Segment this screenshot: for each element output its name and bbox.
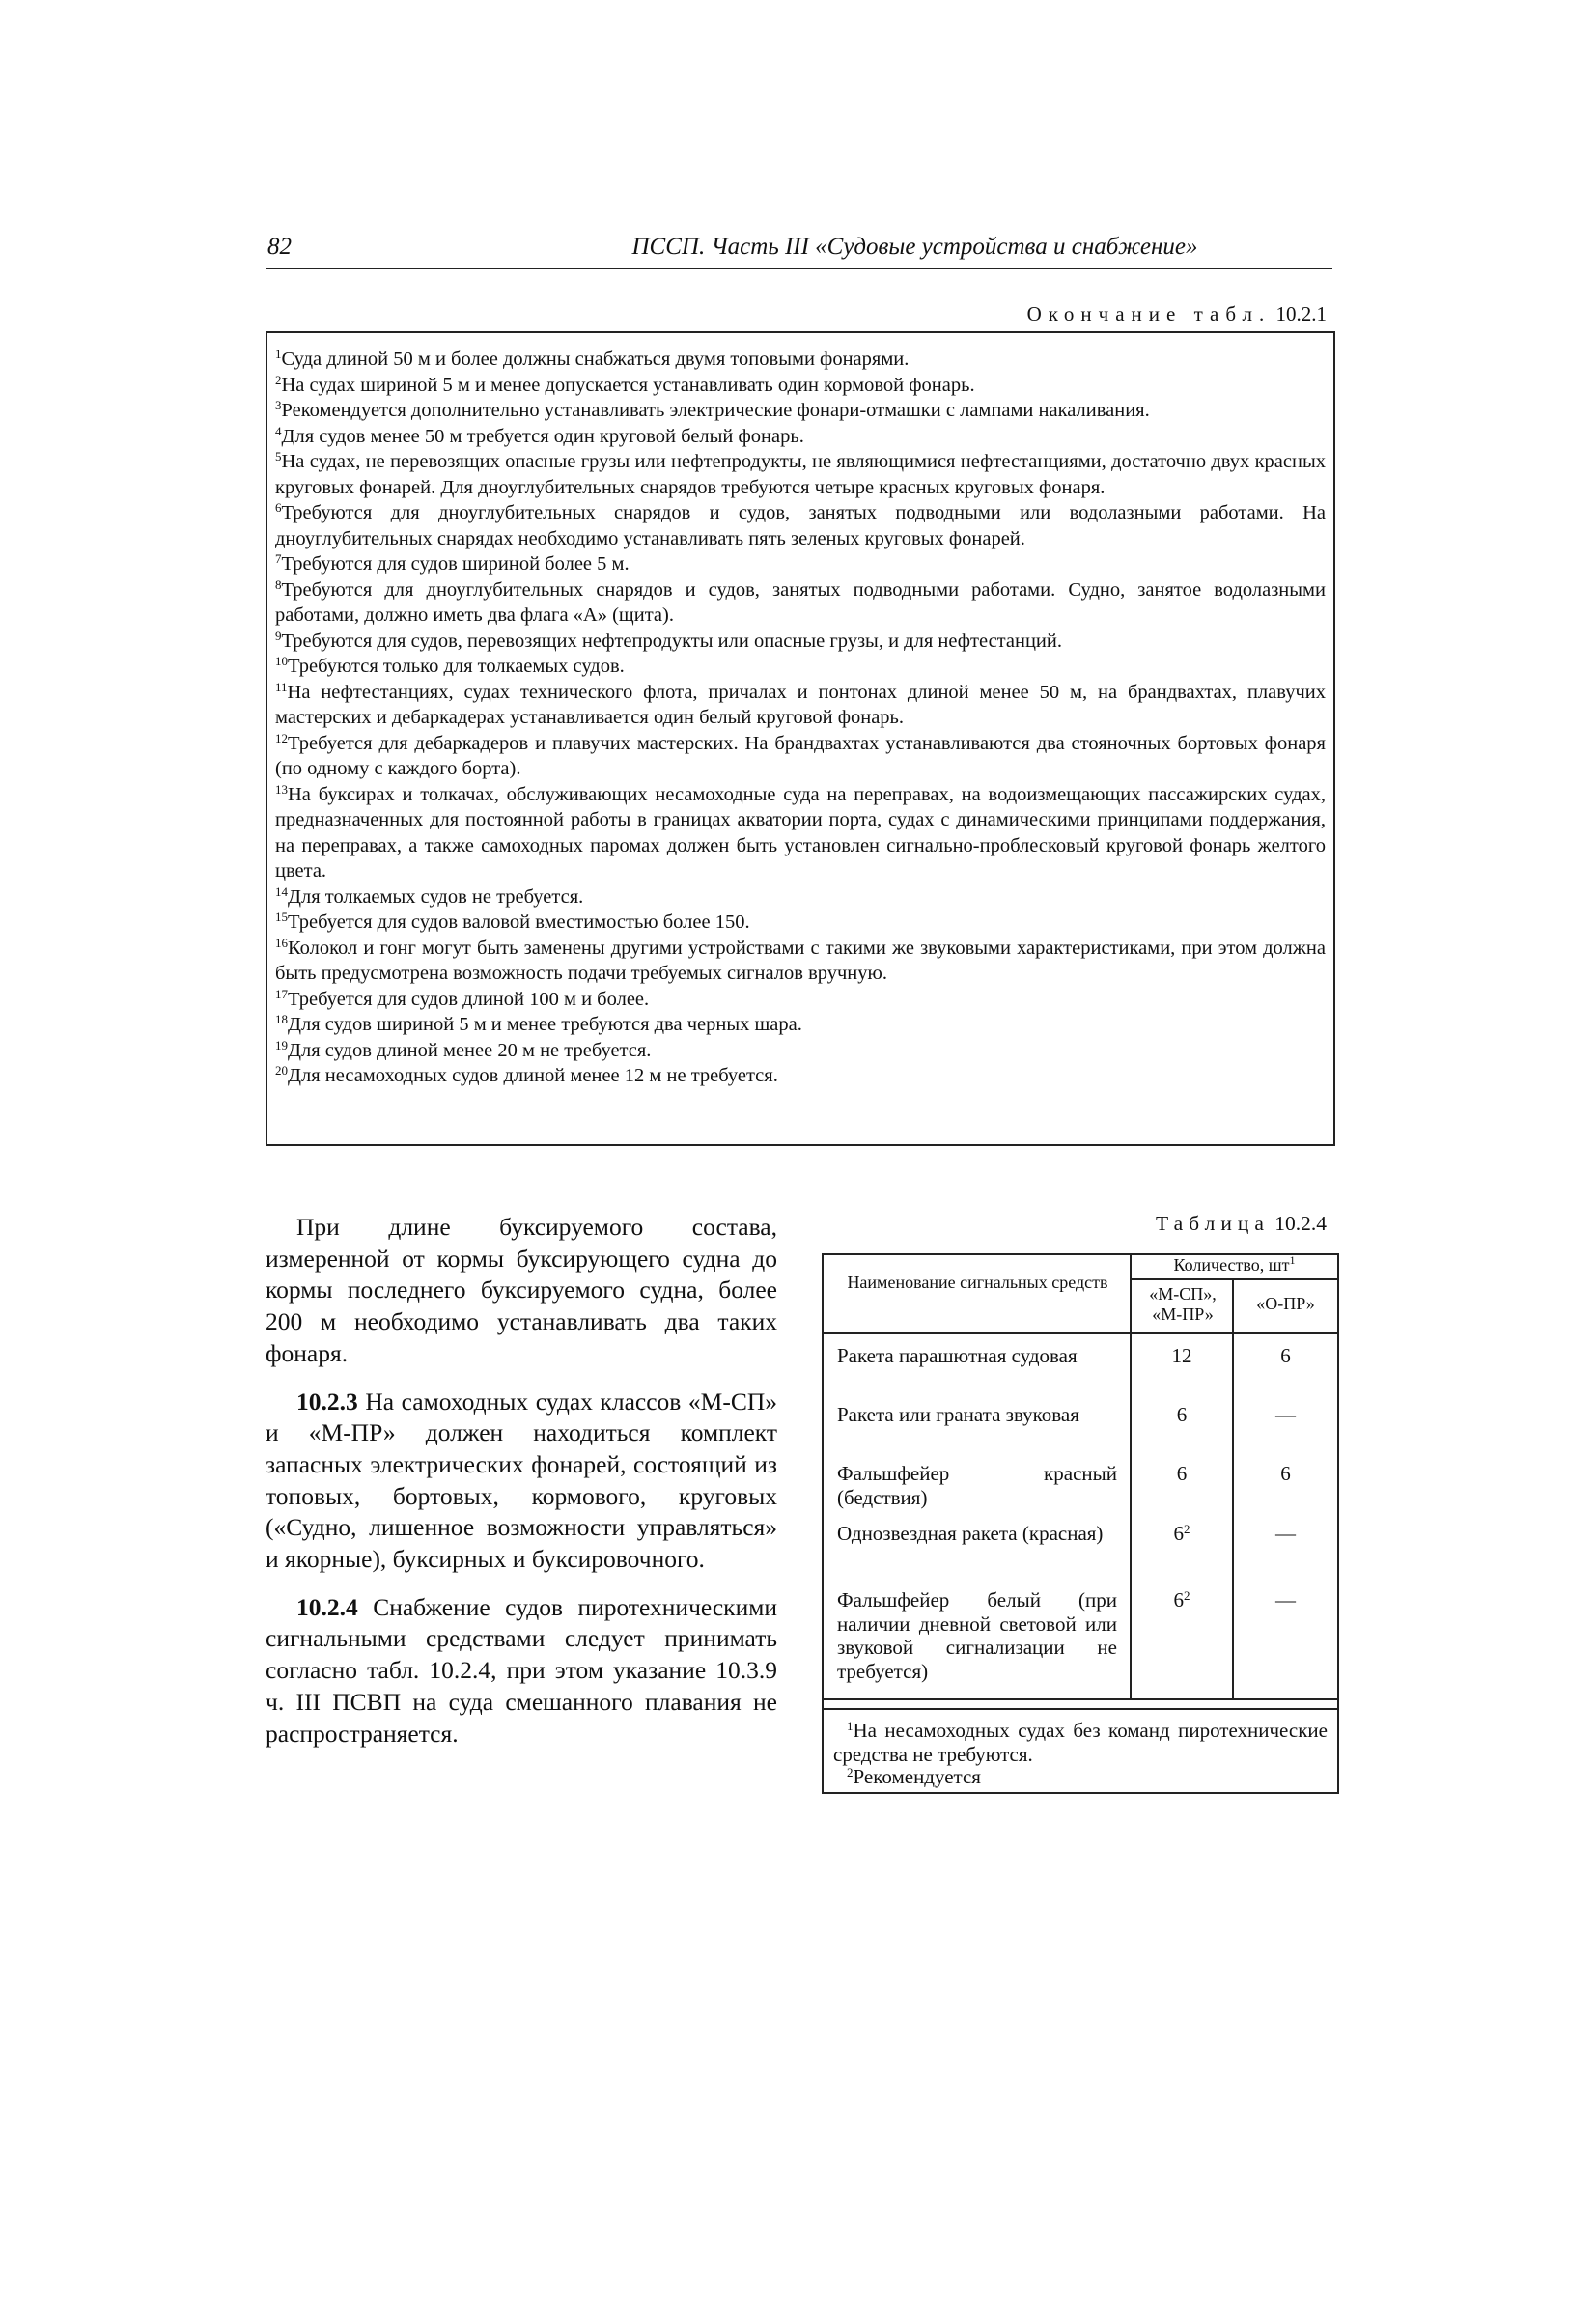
footnote-mark: 1 — [847, 1719, 854, 1733]
section-number: 10.2.3 — [296, 1387, 358, 1416]
footnote-text: Для толкаемых судов не требуется. — [288, 885, 584, 908]
footnote-9 — [275, 629, 1326, 655]
row-qty-opr: 6 — [1280, 1462, 1291, 1485]
footnote-mark: 6 — [275, 500, 282, 515]
footnote-19 — [275, 1038, 1326, 1064]
table-10-2-1-footnotes — [266, 331, 1335, 1146]
body-text — [266, 1212, 777, 1766]
footnote-text: Требуются для судов, перевозящих нефтепродукты или опасные грузы, и для нефтестанций. — [281, 630, 1062, 652]
footnote-text: На буксирах и толкачах, обслуживающих несамоходные суда на переправах, на водоизмещающих пассажирских судах, предназначенных для постоянной работы в границах акватории порта, судах с динамическими принципами поддержания, на переправах, а также самоходных паромах должен быть установлен сигнально-проблесковый круговой фонарь желтого цвета. — [275, 783, 1326, 882]
footnote-mark: 14 — [275, 883, 288, 899]
header-quantity-label: Количество, шт — [1173, 1255, 1290, 1275]
footnote-text: Требуются для дноуглубительных снарядов и судов, занятых подводными работами. Судно, занятое водолазными работами, должно иметь два флага «А» (щита). — [275, 578, 1326, 626]
row-signal-name: Ракета или граната звуковая — [837, 1403, 1079, 1426]
row-qty-msp-mpr — [1132, 1344, 1232, 1368]
qty-value: 12 — [1171, 1344, 1192, 1367]
footnote-text: Рекомендуется дополнительно устанавливать электрические фонари-отмашки с лампами накаливания. — [281, 400, 1150, 421]
table-footnote-1 — [833, 1719, 1328, 1766]
qty-footnote-mark: 2 — [1184, 1522, 1190, 1536]
footnote-text: Для судов шириной 5 м и менее требуются два черных шара. — [288, 1014, 802, 1035]
running-header — [266, 234, 1332, 269]
footnote-mark: 4 — [275, 423, 282, 438]
row-qty-msp-mpr — [1132, 1403, 1232, 1427]
footnote-text: Требуются только для толкаемых судов. — [288, 656, 625, 677]
table-col-divider-2 — [1232, 1279, 1234, 1700]
footnote-2 — [275, 373, 1326, 399]
running-title: ПССП. Часть III «Судовые устройства и снабжение» — [631, 234, 1198, 260]
row-qty-msp-mpr — [1132, 1588, 1232, 1612]
footnote-6 — [275, 500, 1326, 551]
footnote-mark: 13 — [275, 781, 288, 797]
table-border-right — [1337, 1253, 1339, 1794]
header-quantity — [1132, 1255, 1337, 1276]
qty-value: 6 — [1173, 1522, 1184, 1545]
row-qty-msp-mpr — [1132, 1462, 1232, 1486]
footnote-text: Суда длиной 50 м и более должны снабжаться двумя топовыми фонарями. — [281, 349, 910, 370]
table-footnote-2 — [833, 1765, 1328, 1789]
footnote-text: Требуется для дебаркадеров и плавучих мастерских. На брандвахтах устанавливаются два стояночных бортовых фонаря (по одному с каждого борта). — [275, 732, 1326, 779]
table-caption — [1156, 1212, 1327, 1236]
footnote-text: Для судов длиной менее 20 м не требуется. — [288, 1039, 652, 1061]
qty-footnote-mark: 2 — [1184, 1588, 1190, 1603]
footnote-text: Для несамоходных судов длиной менее 12 м не требуется. — [288, 1065, 778, 1086]
table-caption-number: 10.2.4 — [1274, 1212, 1327, 1235]
qty-value: 6 — [1176, 1403, 1188, 1426]
header-signal-means: Наименование сигнальных средств — [847, 1273, 1108, 1292]
qty-value: 6 — [1176, 1462, 1188, 1485]
row-qty-opr: — — [1275, 1522, 1296, 1545]
paragraph-10-2-3 — [266, 1387, 777, 1576]
footnote-mark: 16 — [275, 935, 288, 950]
footnote-17 — [275, 987, 1326, 1013]
table-footnote-divider — [822, 1708, 1339, 1710]
footnote-text: Требуется для судов валовой вместимостью более 150. — [288, 911, 750, 933]
footnote-14 — [275, 884, 1326, 911]
footnote-7 — [275, 551, 1326, 577]
footnote-11 — [275, 680, 1326, 731]
footnote-mark: 9 — [275, 628, 282, 643]
paragraph-10-2-4 — [266, 1592, 777, 1751]
footnote-5 — [275, 449, 1326, 500]
row-signal-name: Фальшфейер красный (бедствия) — [837, 1462, 1117, 1509]
footnote-text: Требуются для дноуглубительных снарядов и судов, занятых подводными или водолазными работами. На дноуглубительных снарядах необходимо устанавливать пять зеленых круговых фонарей. — [275, 502, 1326, 549]
paragraph-towed-train: При длине буксируемого состава, измеренной от кормы буксирующего судна до кормы последнего буксируемого судна, более 200 м необходимо устанавливать два таких фонаря. — [266, 1213, 777, 1367]
pyrotechnic-signals-table — [822, 1253, 1339, 2299]
footnote-mark: 10 — [275, 654, 288, 668]
row-qty-opr: — — [1275, 1403, 1296, 1426]
header-quantity-footnote-mark: 1 — [1289, 1253, 1296, 1267]
table-caption-label: Таблица — [1156, 1212, 1270, 1235]
footnote-4 — [275, 424, 1326, 450]
footnote-mark: 7 — [275, 551, 282, 566]
footnote-12 — [275, 731, 1326, 782]
footnote-18 — [275, 1012, 1326, 1038]
footnote-text: Колокол и гонг могут быть заменены другими устройствами с такими же звуковыми характеристиками, при этом должна быть предусмотрена возможность подачи требуемых сигналов вручную. — [275, 937, 1326, 984]
footnote-mark: 5 — [275, 449, 282, 463]
row-qty-opr: — — [1275, 1588, 1296, 1612]
section-number: 10.2.4 — [296, 1592, 358, 1621]
footnote-text: Требуется для судов длиной 100 м и более. — [288, 988, 650, 1010]
continuation-table-number: 10.2.1 — [1275, 302, 1327, 325]
footnote-1 — [275, 347, 1326, 373]
row-signal-name: Ракета парашютная судовая — [837, 1344, 1078, 1367]
table-subheader-divider — [1131, 1278, 1339, 1280]
footnote-mark: 12 — [275, 730, 288, 745]
footnote-mark: 1 — [275, 347, 282, 361]
footnote-text: Для судов менее 50 м требуется один круговой белый фонарь. — [281, 425, 804, 447]
footnote-mark: 11 — [275, 679, 288, 694]
section-text: Снабжение судов пиротехническими сигнальными средствами следует принимать согласно табл. 10.2.4, при этом указание 10.3.9 ч. III ПСВП на суда смешанного плавания не распространяется. — [266, 1592, 777, 1748]
table-body-bottom — [822, 1698, 1339, 1700]
footnote-mark: 2 — [275, 372, 282, 387]
footnote-mark: 8 — [275, 576, 282, 592]
footnote-3 — [275, 398, 1326, 424]
section-text: На самоходных судах классов «М-СП» и «М-ПР» должен находиться комплект запасных электрических фонарей, состоящий из топовых, бортовых, кормового, круговых («Судно, лишенное возможности управляться» и якорные), буксирных и буксировочного. — [266, 1387, 777, 1574]
footnote-10 — [275, 654, 1326, 680]
footnote-text: На судах, не перевозящих опасные грузы или нефтепродукты, не являющимися нефтестанциями, достаточно двух красных круговых фонарей. Для дноуглубительных снарядов требуются четыре красных круговых фонаря. — [275, 451, 1326, 498]
footnote-mark: 2 — [847, 1765, 854, 1780]
footnote-13 — [275, 782, 1326, 884]
footnote-15 — [275, 910, 1326, 936]
header-msp-mpr: «М-СП», «М-ПР» — [1149, 1284, 1217, 1324]
table-continuation-label — [1027, 302, 1327, 326]
footnote-mark: 15 — [275, 910, 288, 924]
footnote-text: Рекомендуется — [853, 1765, 981, 1788]
page-number: 82 — [267, 234, 292, 260]
footnote-mark: 20 — [275, 1063, 288, 1078]
table-header-divider — [822, 1332, 1339, 1334]
footnote-mark: 3 — [275, 398, 282, 412]
footnote-text: На нефтестанциях, судах технического флота, причалах и понтонах длиной менее 50 м, на брандвахтах, плавучих мастерских и дебаркадерах устанавливается один белый круговой фонарь. — [275, 681, 1326, 728]
footnote-mark: 19 — [275, 1037, 288, 1052]
footnote-16 — [275, 936, 1326, 987]
table-border-left — [822, 1253, 824, 1794]
footnote-text: На судах шириной 5 м и менее допускается устанавливать один кормовой фонарь. — [281, 374, 975, 396]
header-opr: «О-ПР» — [1256, 1294, 1315, 1313]
footnote-text: Требуются для судов шириной более 5 м. — [281, 553, 630, 575]
footnote-8 — [275, 577, 1326, 629]
row-qty-opr: 6 — [1280, 1344, 1291, 1367]
continuation-text: Окончание табл. — [1026, 302, 1272, 325]
footnote-mark: 17 — [275, 986, 288, 1001]
qty-value: 6 — [1173, 1588, 1184, 1612]
table-border-bottom — [822, 1792, 1339, 1794]
row-signal-name: Фальшфейер белый (при наличии дневной световой или звуковой сигнализации не требуется) — [837, 1588, 1117, 1683]
footnote-mark: 18 — [275, 1012, 288, 1026]
row-signal-name: Однозвездная ракета (красная) — [837, 1522, 1104, 1545]
footnote-20 — [275, 1063, 1326, 1089]
footnote-text: На несамоходных судах без команд пиротехнические средства не требуются. — [833, 1719, 1328, 1766]
row-qty-msp-mpr — [1132, 1522, 1232, 1546]
